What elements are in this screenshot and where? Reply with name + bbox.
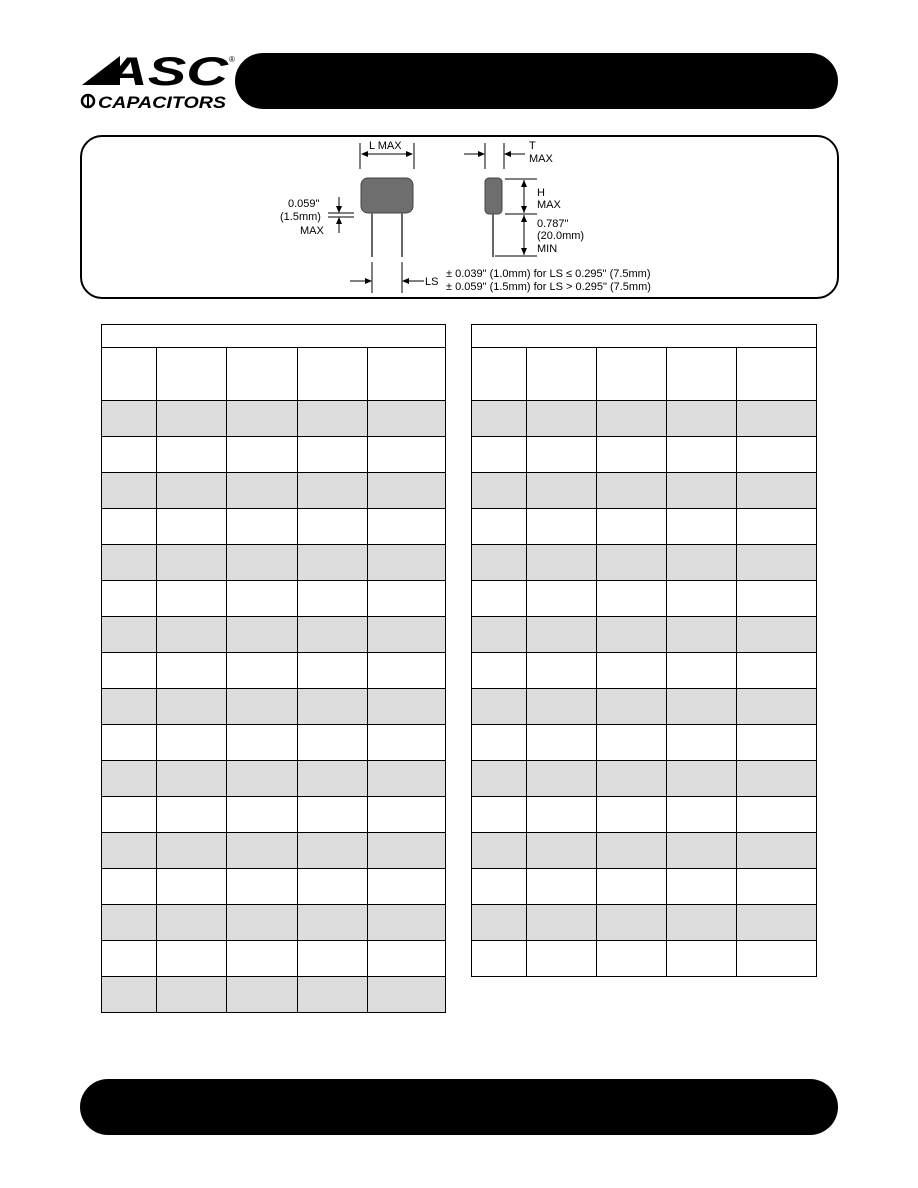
registered-mark: ® — [229, 55, 235, 64]
table-cell — [368, 545, 446, 581]
table-cell — [667, 473, 737, 509]
table-cell — [102, 941, 157, 977]
table-cell — [667, 761, 737, 797]
table-cell — [472, 545, 527, 581]
table-cell — [298, 977, 368, 1013]
table-cell — [667, 581, 737, 617]
spec-table-left — [101, 324, 446, 1013]
table-row — [472, 545, 817, 581]
lead-len-mm: (20.0mm) — [537, 230, 585, 242]
table-cell — [597, 509, 667, 545]
table-row — [102, 869, 446, 905]
table-cell — [667, 797, 737, 833]
lead-dia-value: 0.059" — [288, 198, 320, 210]
table-cell — [472, 653, 527, 689]
table-cell — [472, 473, 527, 509]
table-cell — [157, 725, 227, 761]
table-cell — [227, 725, 298, 761]
table-row — [102, 797, 446, 833]
table-cell — [227, 797, 298, 833]
table-cell — [368, 689, 446, 725]
table-cell — [597, 833, 667, 869]
table-cell — [157, 761, 227, 797]
header-bar — [235, 53, 838, 109]
lead-len-min: MIN — [537, 243, 558, 255]
table-cell — [368, 941, 446, 977]
table-cell — [527, 437, 597, 473]
table-cell — [527, 581, 597, 617]
table-cell — [298, 725, 368, 761]
t-max-label: MAX — [529, 153, 553, 165]
table-cell — [597, 401, 667, 437]
table-cell — [667, 869, 737, 905]
table-cell — [527, 725, 597, 761]
table-cell — [368, 473, 446, 509]
table-cell — [597, 689, 667, 725]
table-row — [102, 473, 446, 509]
table-cell — [368, 653, 446, 689]
table-row — [102, 545, 446, 581]
table-row — [472, 653, 817, 689]
table-cell — [298, 797, 368, 833]
table-cell — [472, 725, 527, 761]
logo-text: ASC — [104, 52, 230, 94]
table-row — [472, 401, 817, 437]
table-cell — [527, 941, 597, 977]
table-row — [102, 653, 446, 689]
table-header-row — [472, 348, 817, 401]
table-cell — [597, 348, 667, 401]
table-row — [102, 905, 446, 941]
table-cell — [597, 473, 667, 509]
table-row — [102, 761, 446, 797]
footer-bar — [80, 1079, 838, 1135]
capacitor-side-body — [485, 178, 502, 214]
table-title-cell — [472, 325, 817, 348]
table-title-row — [102, 325, 446, 348]
table-cell — [227, 833, 298, 869]
table-cell — [472, 581, 527, 617]
table-cell — [527, 797, 597, 833]
dimension-diagram — [82, 137, 837, 297]
table-cell — [527, 689, 597, 725]
table-cell — [157, 509, 227, 545]
table-cell — [227, 473, 298, 509]
lead-dia-max: MAX — [300, 225, 324, 237]
table-cell — [667, 545, 737, 581]
table-cell — [667, 833, 737, 869]
table-cell — [472, 509, 527, 545]
table-cell — [597, 905, 667, 941]
table-cell — [368, 617, 446, 653]
table-row — [102, 725, 446, 761]
table-cell — [368, 437, 446, 473]
table-cell — [667, 617, 737, 653]
table-cell — [102, 473, 157, 509]
table-row — [472, 473, 817, 509]
table-cell — [227, 509, 298, 545]
table-row — [472, 797, 817, 833]
table-cell — [298, 617, 368, 653]
table-cell — [368, 401, 446, 437]
lead-len-value: 0.787" — [537, 218, 569, 230]
table-row — [472, 905, 817, 941]
table-cell — [157, 545, 227, 581]
table-cell — [157, 348, 227, 401]
table-row — [472, 581, 817, 617]
table-cell — [157, 941, 227, 977]
t-label: T — [529, 140, 536, 152]
table-cell — [597, 761, 667, 797]
ls-label: LS — [425, 276, 439, 288]
table-cell — [298, 869, 368, 905]
table-cell — [472, 689, 527, 725]
table-cell — [737, 348, 817, 401]
table-cell — [102, 401, 157, 437]
table-cell — [157, 617, 227, 653]
table-cell — [737, 689, 817, 725]
table-cell — [102, 869, 157, 905]
table-cell — [368, 761, 446, 797]
table-cell — [472, 797, 527, 833]
asc-capacitors-logo — [80, 52, 240, 114]
table-cell — [737, 545, 817, 581]
table-cell — [527, 869, 597, 905]
table-row — [472, 617, 817, 653]
table-cell — [157, 797, 227, 833]
h-max-label: MAX — [537, 199, 561, 211]
table-cell — [472, 833, 527, 869]
table-cell — [667, 437, 737, 473]
table-cell — [667, 905, 737, 941]
table-cell — [102, 509, 157, 545]
table-cell — [527, 348, 597, 401]
table-cell — [737, 437, 817, 473]
table-cell — [102, 905, 157, 941]
table-cell — [227, 653, 298, 689]
table-cell — [368, 348, 446, 401]
table-row — [472, 437, 817, 473]
ls-tolerance-note-2: ± 0.059" (1.5mm) for LS > 0.295" (7.5mm) — [446, 281, 651, 293]
table-cell — [157, 689, 227, 725]
table-cell — [472, 401, 527, 437]
table-cell — [227, 905, 298, 941]
table-cell — [368, 581, 446, 617]
table-cell — [527, 401, 597, 437]
table-row — [472, 833, 817, 869]
table-cell — [157, 905, 227, 941]
table-cell — [737, 761, 817, 797]
table-cell — [527, 617, 597, 653]
table-cell — [472, 905, 527, 941]
table-cell — [368, 869, 446, 905]
table-cell — [102, 689, 157, 725]
table-header-row — [102, 348, 446, 401]
table-cell — [157, 869, 227, 905]
table-cell — [597, 581, 667, 617]
table-cell — [472, 941, 527, 977]
table-cell — [298, 348, 368, 401]
table-cell — [737, 617, 817, 653]
table-cell — [227, 977, 298, 1013]
table-cell — [298, 905, 368, 941]
table-row — [102, 977, 446, 1013]
table-cell — [472, 348, 527, 401]
table-cell — [102, 833, 157, 869]
table-cell — [227, 869, 298, 905]
table-cell — [597, 617, 667, 653]
ls-tolerance-note-1: ± 0.039" (1.0mm) for LS ≤ 0.295" (7.5mm) — [446, 268, 651, 280]
table-cell — [368, 833, 446, 869]
table-cell — [298, 653, 368, 689]
table-cell — [102, 617, 157, 653]
table-row — [472, 869, 817, 905]
table-cell — [298, 761, 368, 797]
table-cell — [737, 473, 817, 509]
dimension-diagram-panel — [80, 135, 839, 299]
table-cell — [298, 509, 368, 545]
table-cell — [157, 437, 227, 473]
table-row — [102, 581, 446, 617]
table-cell — [472, 437, 527, 473]
table-cell — [227, 617, 298, 653]
table-cell — [527, 905, 597, 941]
table-cell — [737, 725, 817, 761]
table-cell — [737, 401, 817, 437]
table-cell — [597, 545, 667, 581]
table-cell — [227, 761, 298, 797]
table-cell — [227, 348, 298, 401]
table-cell — [298, 581, 368, 617]
table-cell — [102, 348, 157, 401]
table-row — [102, 617, 446, 653]
table-cell — [737, 941, 817, 977]
table-cell — [102, 977, 157, 1013]
table-cell — [157, 581, 227, 617]
table-row — [102, 689, 446, 725]
table-row — [102, 941, 446, 977]
table-cell — [597, 941, 667, 977]
table-row — [102, 437, 446, 473]
table-cell — [298, 473, 368, 509]
table-cell — [527, 653, 597, 689]
table-cell — [667, 941, 737, 977]
table-cell — [368, 725, 446, 761]
table-row — [472, 725, 817, 761]
table-cell — [527, 545, 597, 581]
table-cell — [102, 437, 157, 473]
table-row — [102, 401, 446, 437]
table-cell — [472, 869, 527, 905]
table-cell — [472, 617, 527, 653]
table-title-cell — [102, 325, 446, 348]
table-cell — [667, 725, 737, 761]
logo-subtext: CAPACITORS — [98, 93, 227, 112]
table-cell — [227, 437, 298, 473]
table-cell — [368, 977, 446, 1013]
table-cell — [527, 509, 597, 545]
table-cell — [667, 653, 737, 689]
lead-dia-mm: (1.5mm) — [280, 211, 321, 223]
table-cell — [597, 653, 667, 689]
table-cell — [667, 348, 737, 401]
table-cell — [368, 797, 446, 833]
table-cell — [667, 509, 737, 545]
table-row — [472, 689, 817, 725]
table-cell — [157, 977, 227, 1013]
table-cell — [157, 401, 227, 437]
table-cell — [102, 761, 157, 797]
table-cell — [737, 905, 817, 941]
table-title-row — [472, 325, 817, 348]
table-cell — [737, 581, 817, 617]
table-cell — [157, 653, 227, 689]
table-cell — [667, 689, 737, 725]
table-cell — [368, 905, 446, 941]
table-cell — [157, 473, 227, 509]
table-cell — [102, 581, 157, 617]
table-cell — [227, 401, 298, 437]
table-cell — [737, 653, 817, 689]
h-label: H — [537, 187, 545, 199]
table-cell — [298, 689, 368, 725]
capacitor-front-body — [361, 178, 413, 213]
table-cell — [102, 653, 157, 689]
table-cell — [298, 437, 368, 473]
table-cell — [597, 437, 667, 473]
table-cell — [102, 797, 157, 833]
table-cell — [737, 509, 817, 545]
table-row — [472, 941, 817, 977]
table-row — [102, 833, 446, 869]
table-cell — [737, 797, 817, 833]
table-cell — [597, 797, 667, 833]
table-cell — [298, 545, 368, 581]
l-max-label: L MAX — [369, 140, 402, 152]
table-cell — [227, 581, 298, 617]
table-cell — [298, 941, 368, 977]
spec-table-right — [471, 324, 817, 977]
table-cell — [737, 869, 817, 905]
table-cell — [667, 401, 737, 437]
table-cell — [368, 509, 446, 545]
table-cell — [298, 401, 368, 437]
table-cell — [227, 689, 298, 725]
table-cell — [227, 941, 298, 977]
table-cell — [527, 473, 597, 509]
table-cell — [527, 761, 597, 797]
table-cell — [472, 761, 527, 797]
table-cell — [597, 725, 667, 761]
table-cell — [102, 725, 157, 761]
table-cell — [157, 833, 227, 869]
table-cell — [298, 833, 368, 869]
table-row — [472, 509, 817, 545]
table-cell — [527, 833, 597, 869]
table-cell — [737, 833, 817, 869]
table-cell — [597, 869, 667, 905]
table-cell — [102, 545, 157, 581]
table-row — [102, 509, 446, 545]
table-row — [472, 761, 817, 797]
table-cell — [227, 545, 298, 581]
